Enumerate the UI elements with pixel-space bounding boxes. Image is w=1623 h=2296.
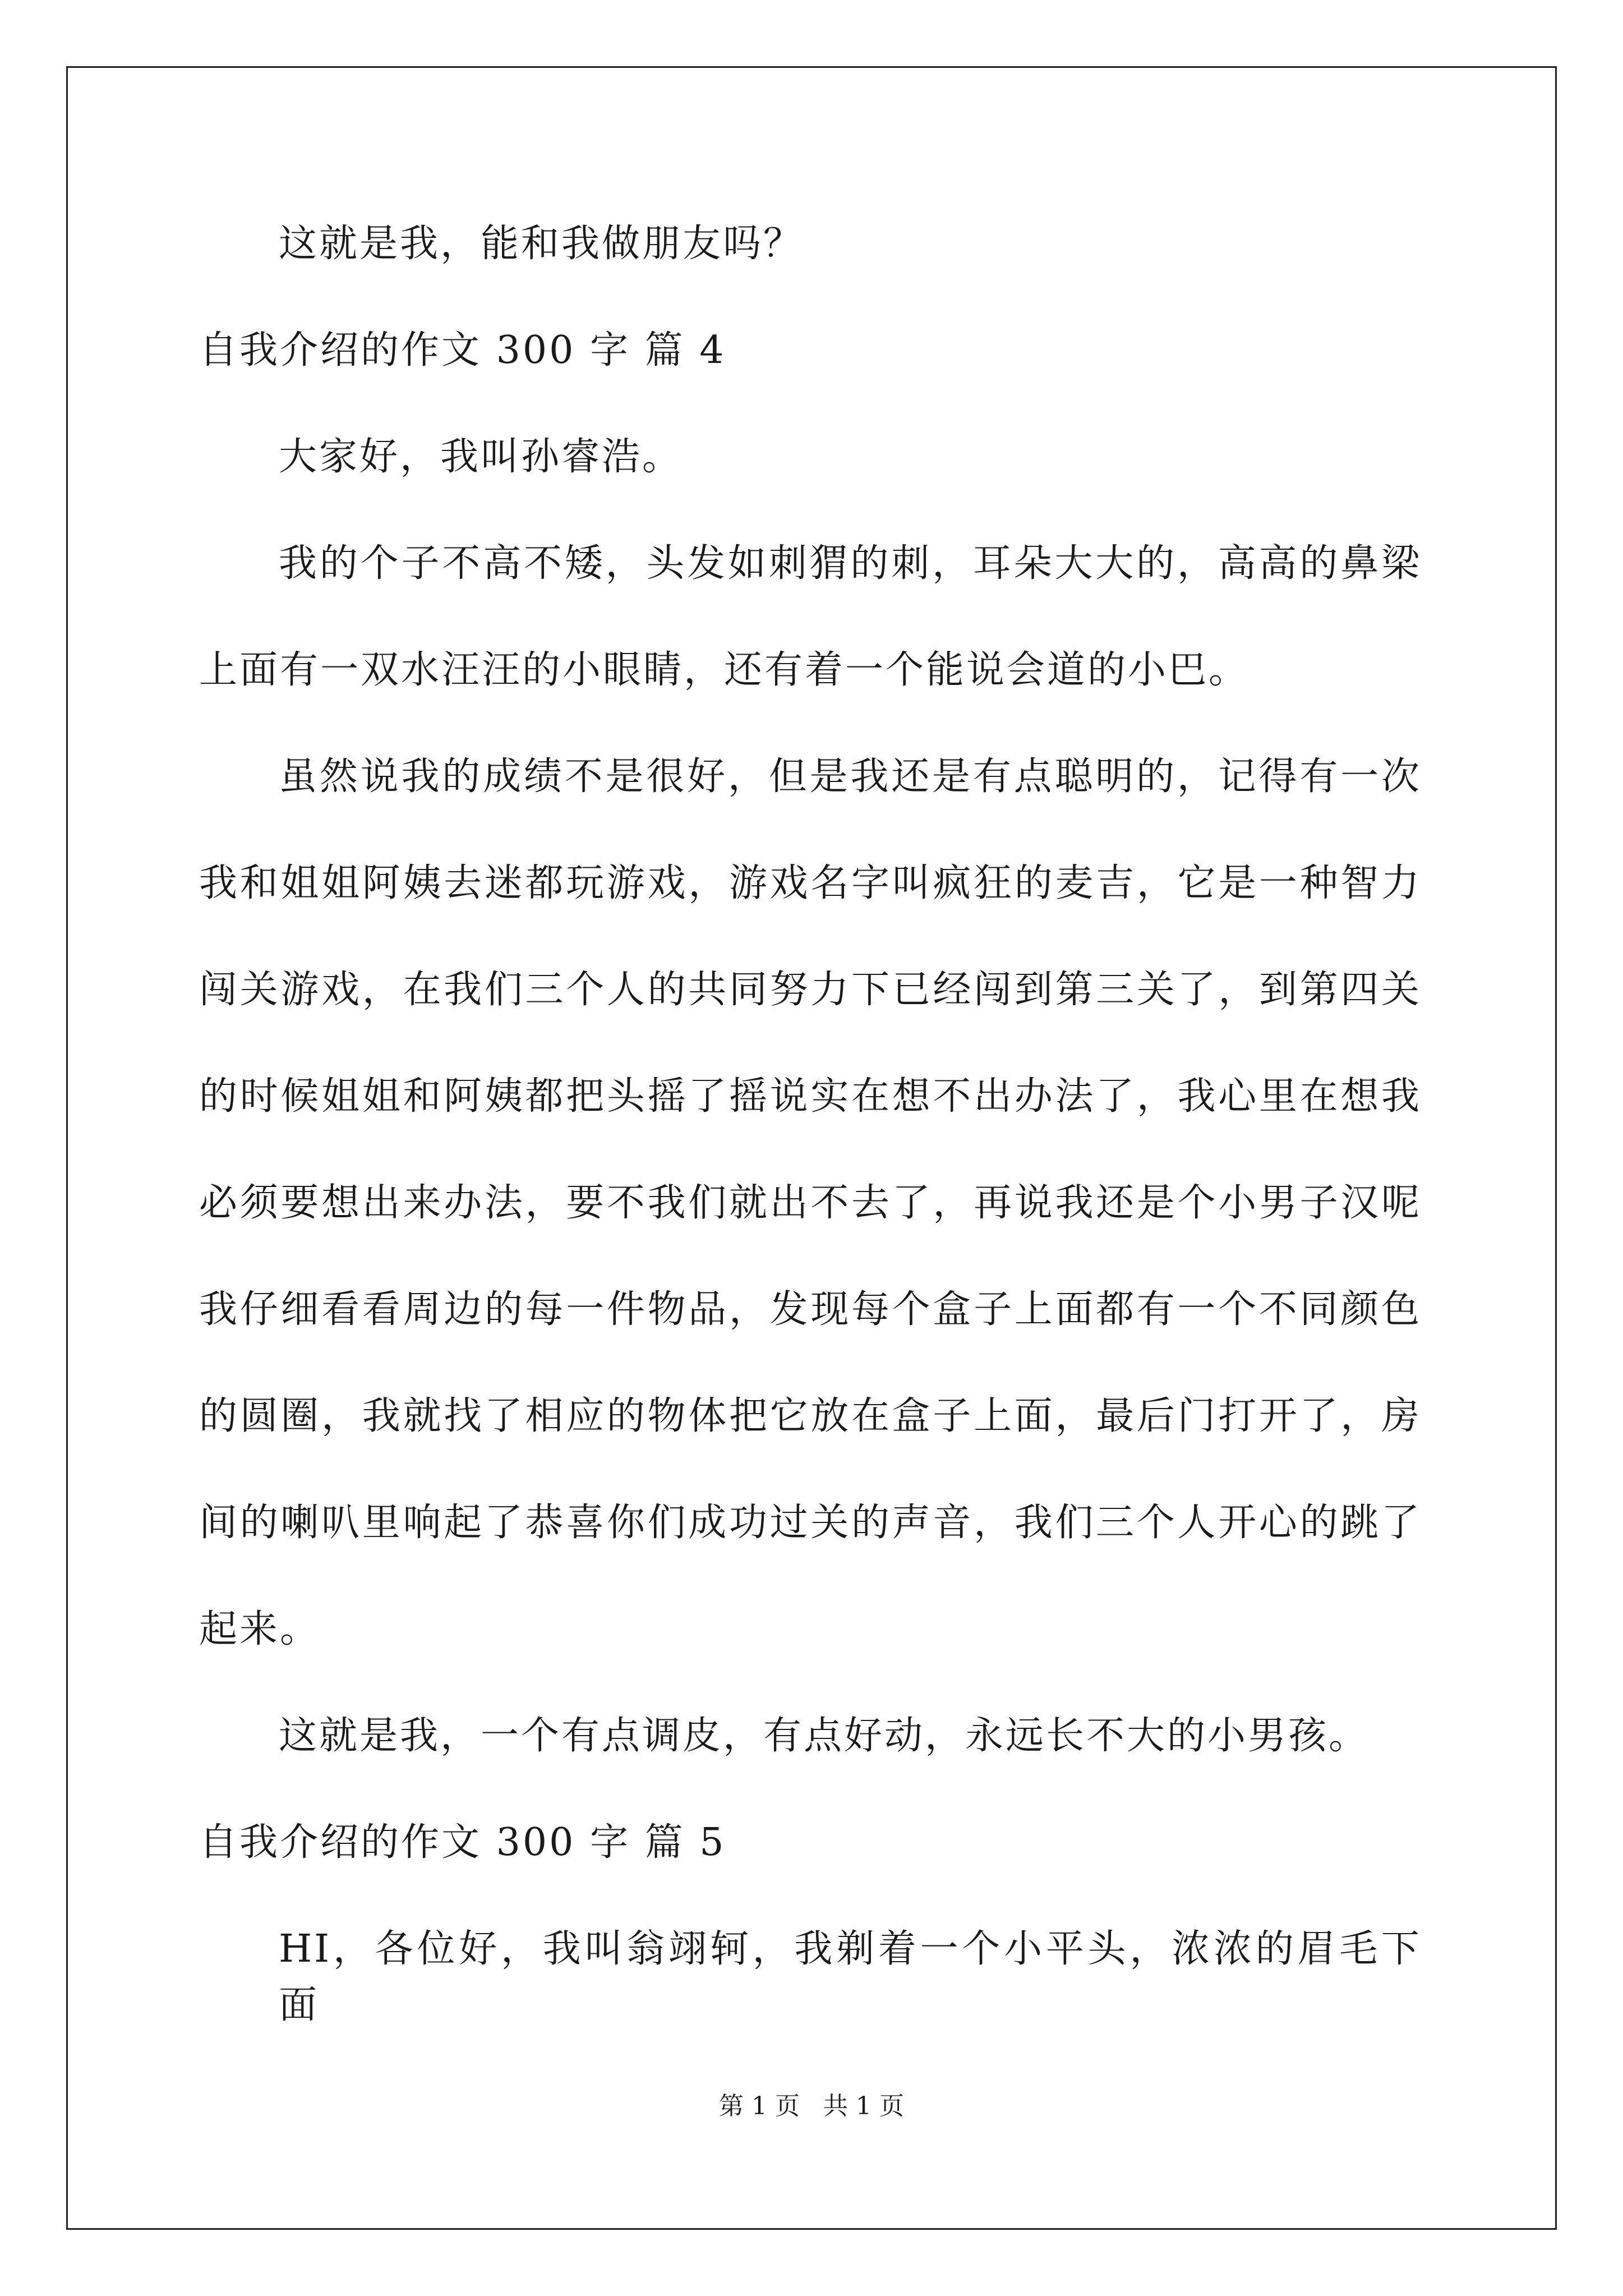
paragraph-line: 间的喇叭里响起了恭喜你们成功过关的声音，我们三个人开心的跳了: [199, 1501, 1422, 1545]
paragraph-line: 起来。: [199, 1607, 321, 1651]
paragraph-line: 的圆圈，我就找了相应的物体把它放在盒子上面，最后门打开了，房: [199, 1394, 1422, 1438]
paragraph-line: 闯关游戏，在我们三个人的共同努力下已经闯到第三关了，到第四关: [199, 968, 1422, 1012]
page-border: [66, 66, 1557, 2230]
paragraph-line: 我仔细看看周边的每一件物品，发现每个盒子上面都有一个不同颜色: [199, 1287, 1422, 1332]
paragraph-line: 上面有一双水汪汪的小眼睛，还有着一个能说会道的小巴。: [199, 648, 1249, 692]
paragraph-line: 的时候姐姐和阿姨都把头摇了摇说实在想不出办法了，我心里在想我: [199, 1074, 1422, 1119]
paragraph-line: 大家好，我叫孙睿浩。: [279, 435, 683, 479]
paragraph-line: HI，各位好，我叫翁翊轲，我剃着一个小平头，浓浓的眉毛下面: [279, 1927, 1422, 2027]
paragraph-line: 我和姐姐阿姨去迷都玩游戏，游戏名字叫疯狂的麦吉，它是一种智力: [199, 861, 1422, 905]
section-heading: 自我介绍的作文 300 字 篇 5: [199, 1820, 726, 1865]
paragraph-line: 这就是我，能和我做朋友吗？: [279, 222, 804, 266]
paragraph-line: 虽然说我的成绩不是很好，但是我还是有点聪明的，记得有一次: [279, 754, 1422, 799]
page-footer: 第 1 页 共 1 页: [719, 2092, 904, 2120]
paragraph-line: 我的个子不高不矮，头发如刺猬的刺，耳朵大大的，高高的鼻梁: [279, 541, 1422, 586]
section-heading: 自我介绍的作文 300 字 篇 4: [199, 328, 726, 372]
paragraph-line: 这就是我，一个有点调皮，有点好动，永远长不大的小男孩。: [279, 1714, 1370, 1758]
paragraph-line: 必须要想出来办法，要不我们就出不去了，再说我还是个小男子汉呢: [199, 1181, 1422, 1225]
